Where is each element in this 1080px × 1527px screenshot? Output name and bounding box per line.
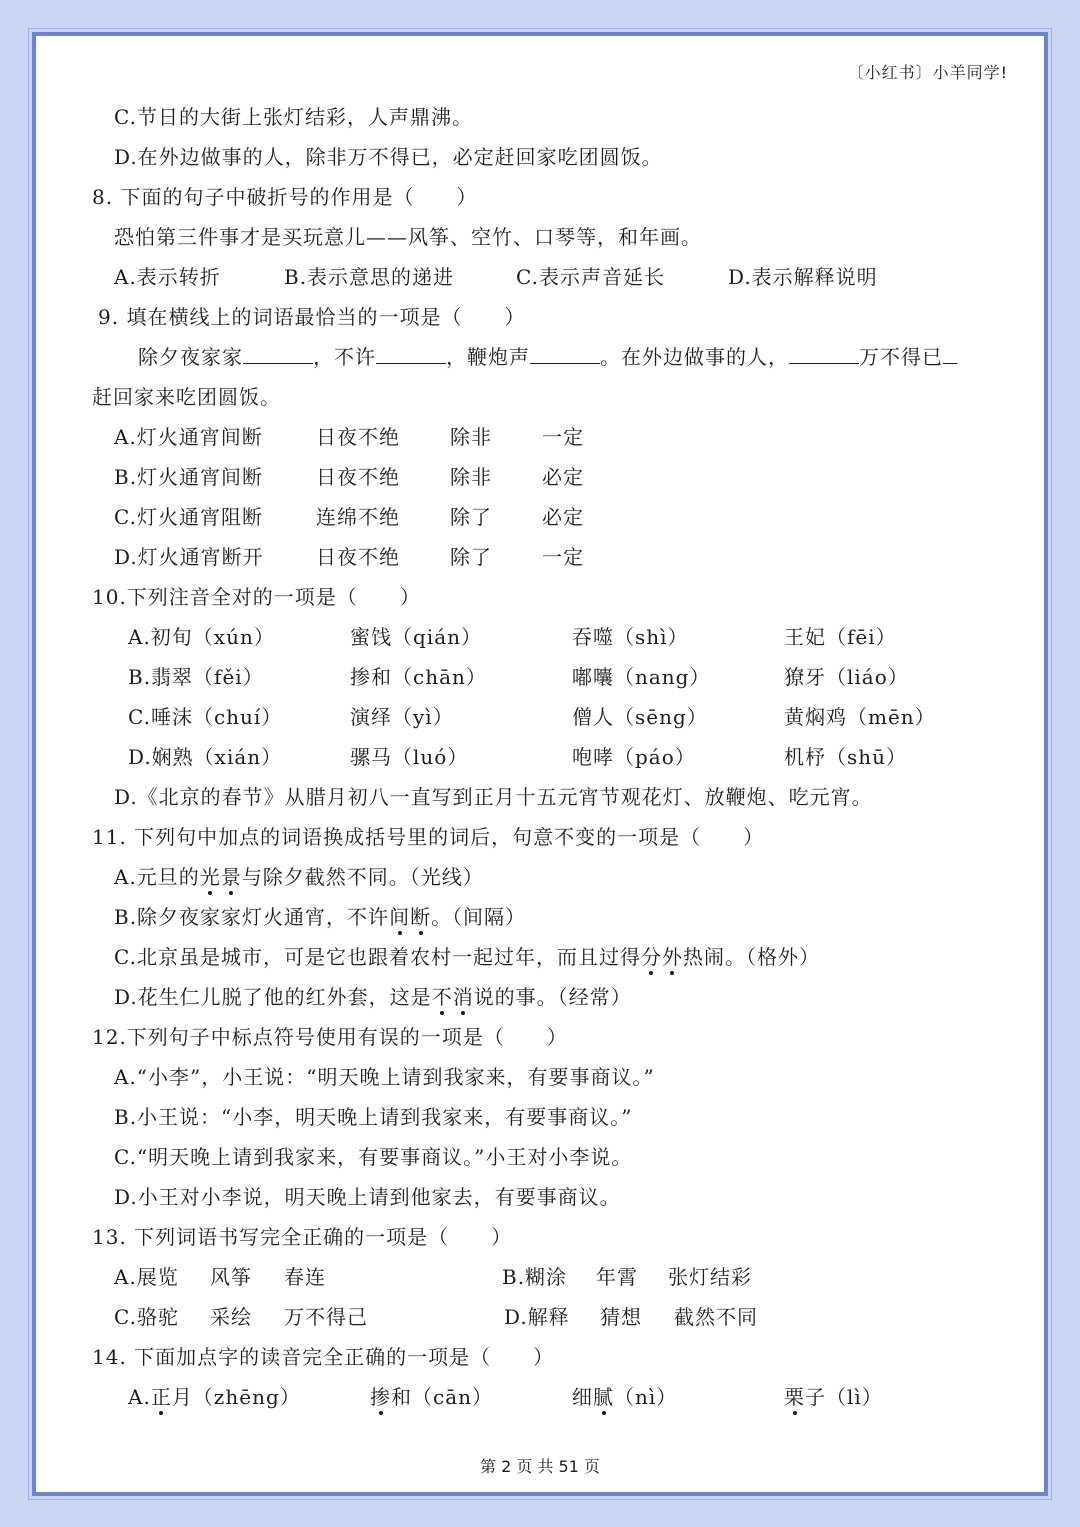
q11-b-pre: B.除夕夜家家灯火通宵，不许	[114, 905, 390, 929]
q11-option-b	[114, 904, 526, 930]
q10-b-3: 嘟囔（nang）	[572, 665, 711, 689]
q13-stem: 13. 下列词语书写完全正确的一项是（ ）	[92, 1225, 513, 1249]
q11-b-dotted	[389, 905, 431, 929]
emphasis-dot-char: 分	[640, 945, 662, 969]
q9-part-4: 。在外边做事的人，	[600, 345, 789, 369]
q10-a-2: 蜜饯（qián）	[350, 625, 483, 649]
q9-c-4: 必定	[542, 505, 584, 529]
q14-stem: 14. 下面加点字的读音完全正确的一项是（ ）	[92, 1345, 555, 1369]
q14-b-post: 和（cān）	[391, 1385, 494, 1409]
q9-blank-5	[943, 345, 957, 364]
q10-a-4: 王妃（fēi）	[784, 625, 897, 649]
q13-c-2: 采绘	[210, 1305, 252, 1329]
q8-option-b: B.表示意思的递进	[284, 265, 455, 289]
q14-a-post: 月（zhēng）	[171, 1385, 301, 1409]
q14-a-pre: A.	[128, 1385, 151, 1409]
q14-option-a	[128, 1384, 301, 1410]
q9-c-2: 连绵不绝	[316, 505, 400, 529]
emphasis-dot-char: 掺	[370, 1385, 391, 1409]
q12-option-d: D.小王对小李说，明天晚上请到他家去，有要事商议。	[114, 1185, 621, 1209]
q10-c-4: 黄焖鸡（mēn）	[784, 705, 936, 729]
q8-sentence: 恐怕第三件事才是买玩意儿——风筝、空竹、口琴等，和年画。	[114, 225, 702, 249]
q9-stem: 9. 填在横线上的词语最恰当的一项是（ ）	[98, 305, 526, 329]
emphasis-dot-char: 光	[199, 865, 221, 889]
q11-b-post: 。（间隔）	[431, 905, 527, 929]
q11-stem: 11. 下列句中加点的词语换成括号里的词后，句意不变的一项是（ ）	[92, 825, 765, 849]
page-number: 第 2 页 共 51 页	[480, 1457, 600, 1476]
q11-option-a	[114, 864, 484, 890]
emphasis-dot-char: 外	[661, 945, 683, 969]
q9-a-4: 一定	[542, 425, 584, 449]
q7-option-c: C.节日的大街上张灯结彩，人声鼎沸。	[114, 105, 473, 129]
q13-b-2: 年霄	[596, 1265, 638, 1289]
q9-b-2: 日夜不绝	[316, 465, 400, 489]
q11-a-dotted	[200, 865, 242, 889]
q13-b-1: B.糊涂	[502, 1265, 568, 1289]
q11-d-dotted	[432, 985, 474, 1009]
q12-option-a: A.“小李”，小王说：“明天晚上请到我家来，有要事商议。”	[114, 1065, 655, 1089]
q8-option-a: A.表示转折	[114, 265, 221, 289]
q10-stem: 10.下列注音全对的一项是（ ）	[92, 585, 421, 609]
q9-a-1: A.灯火通宵间断	[114, 425, 263, 449]
q14-d-dotted	[784, 1385, 805, 1409]
q14-c-pre: 细	[572, 1385, 593, 1409]
q9-blank-3	[530, 345, 600, 364]
q13-d-2: 猜想	[600, 1305, 642, 1329]
q10-c-2: 演绎（yì）	[350, 705, 454, 729]
q9-b-1: B.灯火通宵间断	[114, 465, 264, 489]
q9-d-3: 除了	[450, 545, 492, 569]
q8-option-c: C.表示声音延长	[516, 265, 665, 289]
q11-option-c	[114, 944, 820, 970]
q10-c-3: 僧人（sēng）	[572, 705, 708, 729]
q11-d-pre: D.花生仁儿脱了他的红外套，这是	[114, 985, 432, 1009]
source-tag: 〔小红书〕小羊同学!	[847, 63, 1008, 82]
q9-part-1: 除夕夜家家	[138, 345, 243, 369]
q9-b-3: 除非	[450, 465, 492, 489]
q14-b-dotted	[370, 1385, 391, 1409]
q9-a-3: 除非	[450, 425, 492, 449]
q9-b-4: 必定	[542, 465, 584, 489]
emphasis-dot-char: 断	[410, 905, 432, 929]
q10-c-1: C.唾沫（chuí）	[128, 705, 283, 729]
q13-a-3: 春连	[284, 1265, 326, 1289]
q11-a-post: 与除夕截然不同。（光线）	[241, 865, 484, 889]
q9-part-2: ，不许	[313, 345, 376, 369]
emphasis-dot-char: 间	[389, 905, 411, 929]
q9-blank-4	[789, 345, 859, 364]
q14-option-b	[370, 1384, 493, 1410]
q12-option-c: C.“明天晚上请到我家来，有要事商议。”小王对小李说。	[114, 1145, 633, 1169]
q9-part-3: ，鞭炮声	[446, 345, 530, 369]
q10-b-1: B.翡翠（fěi）	[128, 665, 264, 689]
q11-option-d	[114, 984, 632, 1010]
q11-c-post: 热闹。（格外）	[682, 945, 820, 969]
q10-a-1: A.初旬（xún）	[128, 625, 275, 649]
q8-stem: 8. 下面的句子中破折号的作用是（ ）	[92, 185, 478, 209]
q9-d-1: D.灯火通宵断开	[114, 545, 264, 569]
q14-c-dotted	[593, 1385, 614, 1409]
q10-extra: D.《北京的春节》从腊月初八一直写到正月十五元宵节观花灯、放鞭炮、吃元宵。	[114, 785, 873, 809]
q10-d-1: D.娴熟（xián）	[128, 745, 283, 769]
q14-option-c	[572, 1384, 677, 1410]
q10-d-2: 骡马（luó）	[350, 745, 469, 769]
q11-c-dotted	[641, 945, 683, 969]
emphasis-dot-char: 不	[431, 985, 453, 1009]
q10-b-4: 獠牙（liáo）	[784, 665, 909, 689]
emphasis-dot-char: 正	[150, 1385, 172, 1409]
q9-blank-2	[376, 345, 446, 364]
q9-sentence	[138, 344, 957, 370]
q13-a-1: A.展览	[114, 1265, 179, 1289]
q13-a-2: 风筝	[210, 1265, 252, 1289]
q14-option-d	[784, 1384, 883, 1410]
emphasis-dot-char: 栗	[784, 1385, 805, 1409]
q14-a-dotted	[151, 1385, 172, 1409]
q7-option-d: D.在外边做事的人，除非万不得已，必定赶回家吃团圆饭。	[114, 145, 663, 169]
q11-a-pre: A.元旦的	[114, 865, 200, 889]
q14-c-post: （nì）	[614, 1385, 678, 1409]
q9-a-2: 日夜不绝	[316, 425, 400, 449]
q8-option-d: D.表示解释说明	[728, 265, 878, 289]
q10-d-3: 咆哮（páo）	[572, 745, 696, 769]
q12-option-b: B.小王说：“小李，明天晚上请到我家来，有要事商议。”	[114, 1105, 633, 1129]
q10-b-2: 掺和（chān）	[350, 665, 487, 689]
q9-d-2: 日夜不绝	[316, 545, 400, 569]
q14-d-post: 子（lì）	[805, 1385, 883, 1409]
q13-d-3: 截然不同	[674, 1305, 758, 1329]
q10-d-4: 机杼（shū）	[784, 745, 908, 769]
q11-c-pre: C.北京虽是城市，可是它也跟着农村一起过年，而且过得	[114, 945, 641, 969]
q13-d-1: D.解释	[504, 1305, 570, 1329]
q13-b-3: 张灯结彩	[668, 1265, 752, 1289]
q9-d-4: 一定	[542, 545, 584, 569]
q9-c-1: C.灯火通宵阻断	[114, 505, 263, 529]
q13-c-3: 万不得己	[284, 1305, 368, 1329]
q10-a-3: 吞噬（shì）	[572, 625, 689, 649]
q9-blank-1	[243, 345, 313, 364]
emphasis-dot-char: 景	[220, 865, 242, 889]
emphasis-dot-char: 腻	[593, 1385, 614, 1409]
q11-d-post: 说的事。（经常）	[473, 985, 632, 1009]
q9-c-3: 除了	[450, 505, 492, 529]
q9-sentence-end: 赶回家来吃团圆饭。	[92, 385, 281, 409]
q9-part-5: 万不得已	[859, 345, 943, 369]
q12-stem: 12.下列句子中标点符号使用有误的一项是（ ）	[92, 1025, 568, 1049]
emphasis-dot-char: 消	[452, 985, 474, 1009]
q13-c-1: C.骆驼	[114, 1305, 179, 1329]
